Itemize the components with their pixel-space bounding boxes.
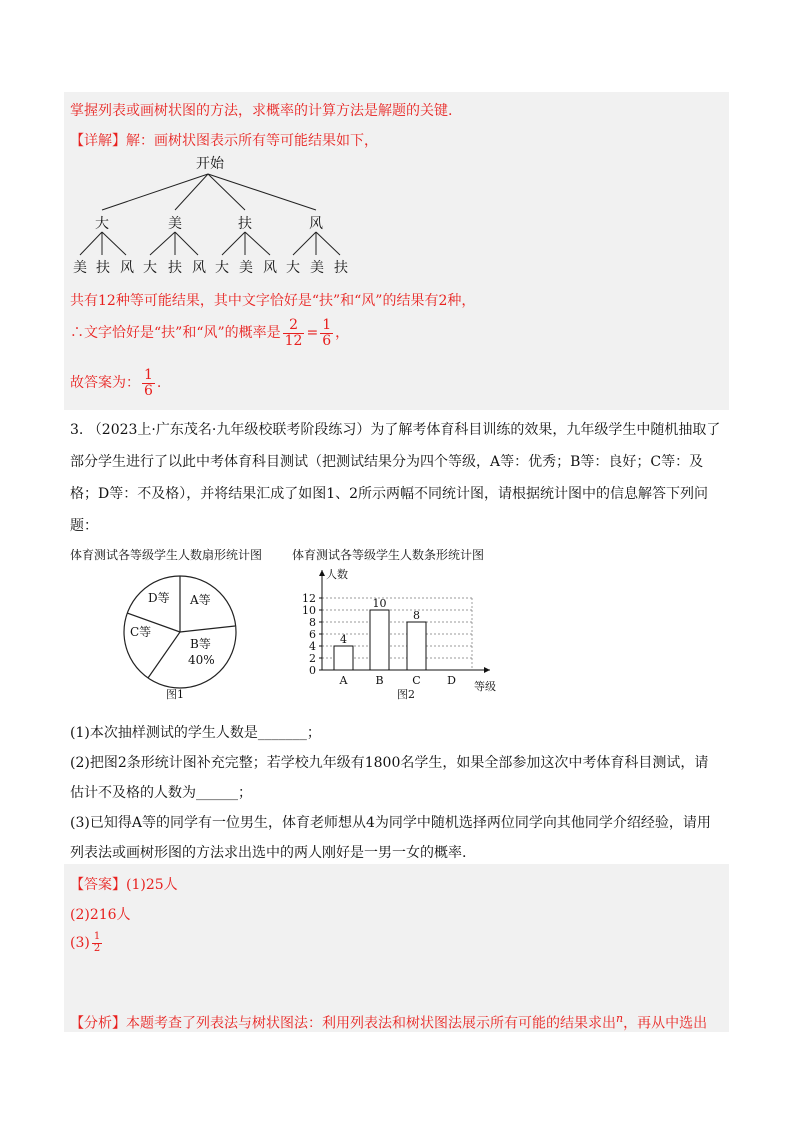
bar-C: [407, 622, 426, 670]
pie-label-b-percent: 40%: [188, 653, 215, 667]
y-tick-label-10: 10: [302, 604, 316, 617]
result-line-2: ∴文字恰好是“扶”和“风”的概率是 $\frac{2}{12}$ = $\frac{1}{6}$ ，: [70, 317, 350, 349]
bar-B: [370, 610, 389, 670]
probability-text: ∴文字恰好是“扶”和“风”的概率是: [70, 325, 281, 342]
sub-question-2b: 估计不及格的人数为______；: [70, 785, 252, 801]
bar-label-C: 8: [413, 609, 420, 622]
bar-chart-title: 体育测试各等级学生人数条形统计图: [292, 548, 485, 562]
analysis-tag: 【分析】: [70, 1015, 126, 1032]
sub-question-3b: 列表法或画树形图的方法求出选中的两人刚好是一男一女的概率.: [70, 845, 467, 861]
answer-3-fraction: $\frac{1}{2}$: [93, 931, 101, 954]
fraction-1-6: $\frac{1}{6}$: [322, 317, 332, 349]
tree-l2-1-1: 扶: [168, 260, 182, 276]
detail-line: [70, 130, 378, 150]
x-tick-label-A: A: [339, 674, 348, 687]
pie-chart: [110, 568, 260, 698]
y-tick-label-8: 8: [309, 616, 316, 629]
pie-label-c: C等: [130, 625, 152, 639]
answer-3: (3) $\frac{1}{2}$: [70, 931, 101, 954]
detail-text: 解：画树状图表示所有等可能结果如下，: [126, 133, 378, 149]
y-axis-label: 人数: [326, 568, 348, 581]
analysis-line: 【分析】本题考查了列表法与树状图法：利用列表法和树状图法展示所有可能的结果求出$^n$，再从中选出: [70, 1012, 708, 1032]
y-tick-label-2: 2: [309, 652, 316, 665]
x-tick-label-B: B: [375, 674, 384, 687]
sub-question-2a: (2)把图2条形统计图补充完整；若学校九年级有1800名学生，如果全部参加这次中考体育科目测试，请: [70, 755, 709, 771]
pie-label-b: B等: [190, 637, 211, 651]
tree-l2-2-0: 大: [215, 260, 229, 276]
analysis-text: 本题考查了列表法与树状图法：利用列表法和树状图法展示所有可能的结果求出: [126, 1015, 616, 1032]
pie-caption: 图1: [166, 688, 184, 701]
sub-question-1: (1)本次抽样测试的学生人数是_______；: [70, 725, 321, 741]
tree-l2-3-0: 大: [286, 260, 300, 276]
pie-label-d: D等: [148, 591, 170, 605]
tree-l2-3-2: 扶: [334, 260, 348, 276]
tree-l2-3-1: 美: [310, 260, 324, 276]
x-tick-label-D: D: [447, 674, 456, 687]
tree-diagram: [60, 150, 380, 280]
y-axis-arrow: [319, 570, 325, 576]
sub-question-3a: (3)已知得A等的同学有一位男生，体育老师想从4为同学中随机选择两位同学向其他同学介绍经验，请用: [70, 815, 711, 831]
answer-1: 【答案】(1)25人: [70, 877, 178, 893]
tree-root: 开始: [196, 156, 224, 172]
result-line-1: 共有12种等可能结果，其中文字恰好是“扶”和“风”的结果有2种，: [70, 293, 476, 309]
tree-l2-0-1: 扶: [96, 260, 110, 276]
tree-l1-0: 大: [95, 216, 109, 232]
bar-chart: [290, 560, 520, 700]
x-axis-arrow: [484, 667, 490, 673]
question-line-3: 格；D等：不及格），并将结果汇成了如图1、2所示两幅不同统计图，请根据统计图中的信息解答下列问: [70, 486, 709, 502]
x-axis-label: 等级: [474, 680, 496, 693]
tree-l2-1-0: 大: [143, 260, 157, 276]
question-3-stem: [70, 414, 730, 542]
tree-l1-2: 扶: [238, 216, 252, 232]
fraction-2-12: $\frac{2}{12}$: [284, 317, 303, 349]
answer-fraction: $\frac{1}{6}$: [144, 367, 153, 399]
tree-l2-2-2: 风: [263, 260, 277, 276]
equals-sign: =: [306, 325, 319, 342]
y-tick-label-0: 0: [309, 664, 316, 677]
tree-l2-1-2: 风: [192, 260, 206, 276]
answer-tag: 【答案】: [70, 877, 126, 893]
y-tick-label-4: 4: [309, 640, 316, 653]
pie-chart-title: 体育测试各等级学生人数扇形统计图: [70, 548, 263, 562]
bar-label-A: 4: [340, 633, 347, 646]
question-line-1: 3. （2023上·广东茂名·九年级校联考阶段练习）为了解考体育科目训练的效果，九年级学生中随机抽取了: [70, 422, 721, 438]
answer-2: (2)216人: [70, 907, 131, 923]
solution-line-1: 掌握列表或画树状图的方法，求概率的计算方法是解题的关键.: [70, 103, 453, 119]
bar-chart-caption: 图2: [397, 688, 415, 700]
tree-l2-2-1: 美: [239, 260, 253, 276]
bar-label-B: 10: [372, 597, 387, 610]
tree-l2-0-2: 风: [120, 260, 134, 276]
tree-l1-1: 美: [168, 216, 182, 232]
answer-line: 故答案为： $\frac{1}{6}$ .: [70, 367, 162, 399]
pie-label-a: A等: [190, 593, 211, 607]
x-tick-label-C: C: [412, 674, 421, 687]
bar-A: [334, 646, 353, 670]
tree-l2-0-0: 美: [73, 260, 87, 276]
tree-l1-3: 风: [309, 216, 323, 232]
y-tick-label-12: 12: [302, 592, 316, 605]
y-tick-label-6: 6: [309, 628, 316, 641]
detail-tag: 【详解】: [70, 133, 126, 149]
question-line-2: 部分学生进行了以此中考体育科目测试（把测试结果分为四个等级，A等：优秀；B等：良好；C等：及: [70, 454, 704, 470]
answer-1-value: 25人: [145, 877, 178, 893]
question-line-4: 题：: [70, 518, 98, 534]
